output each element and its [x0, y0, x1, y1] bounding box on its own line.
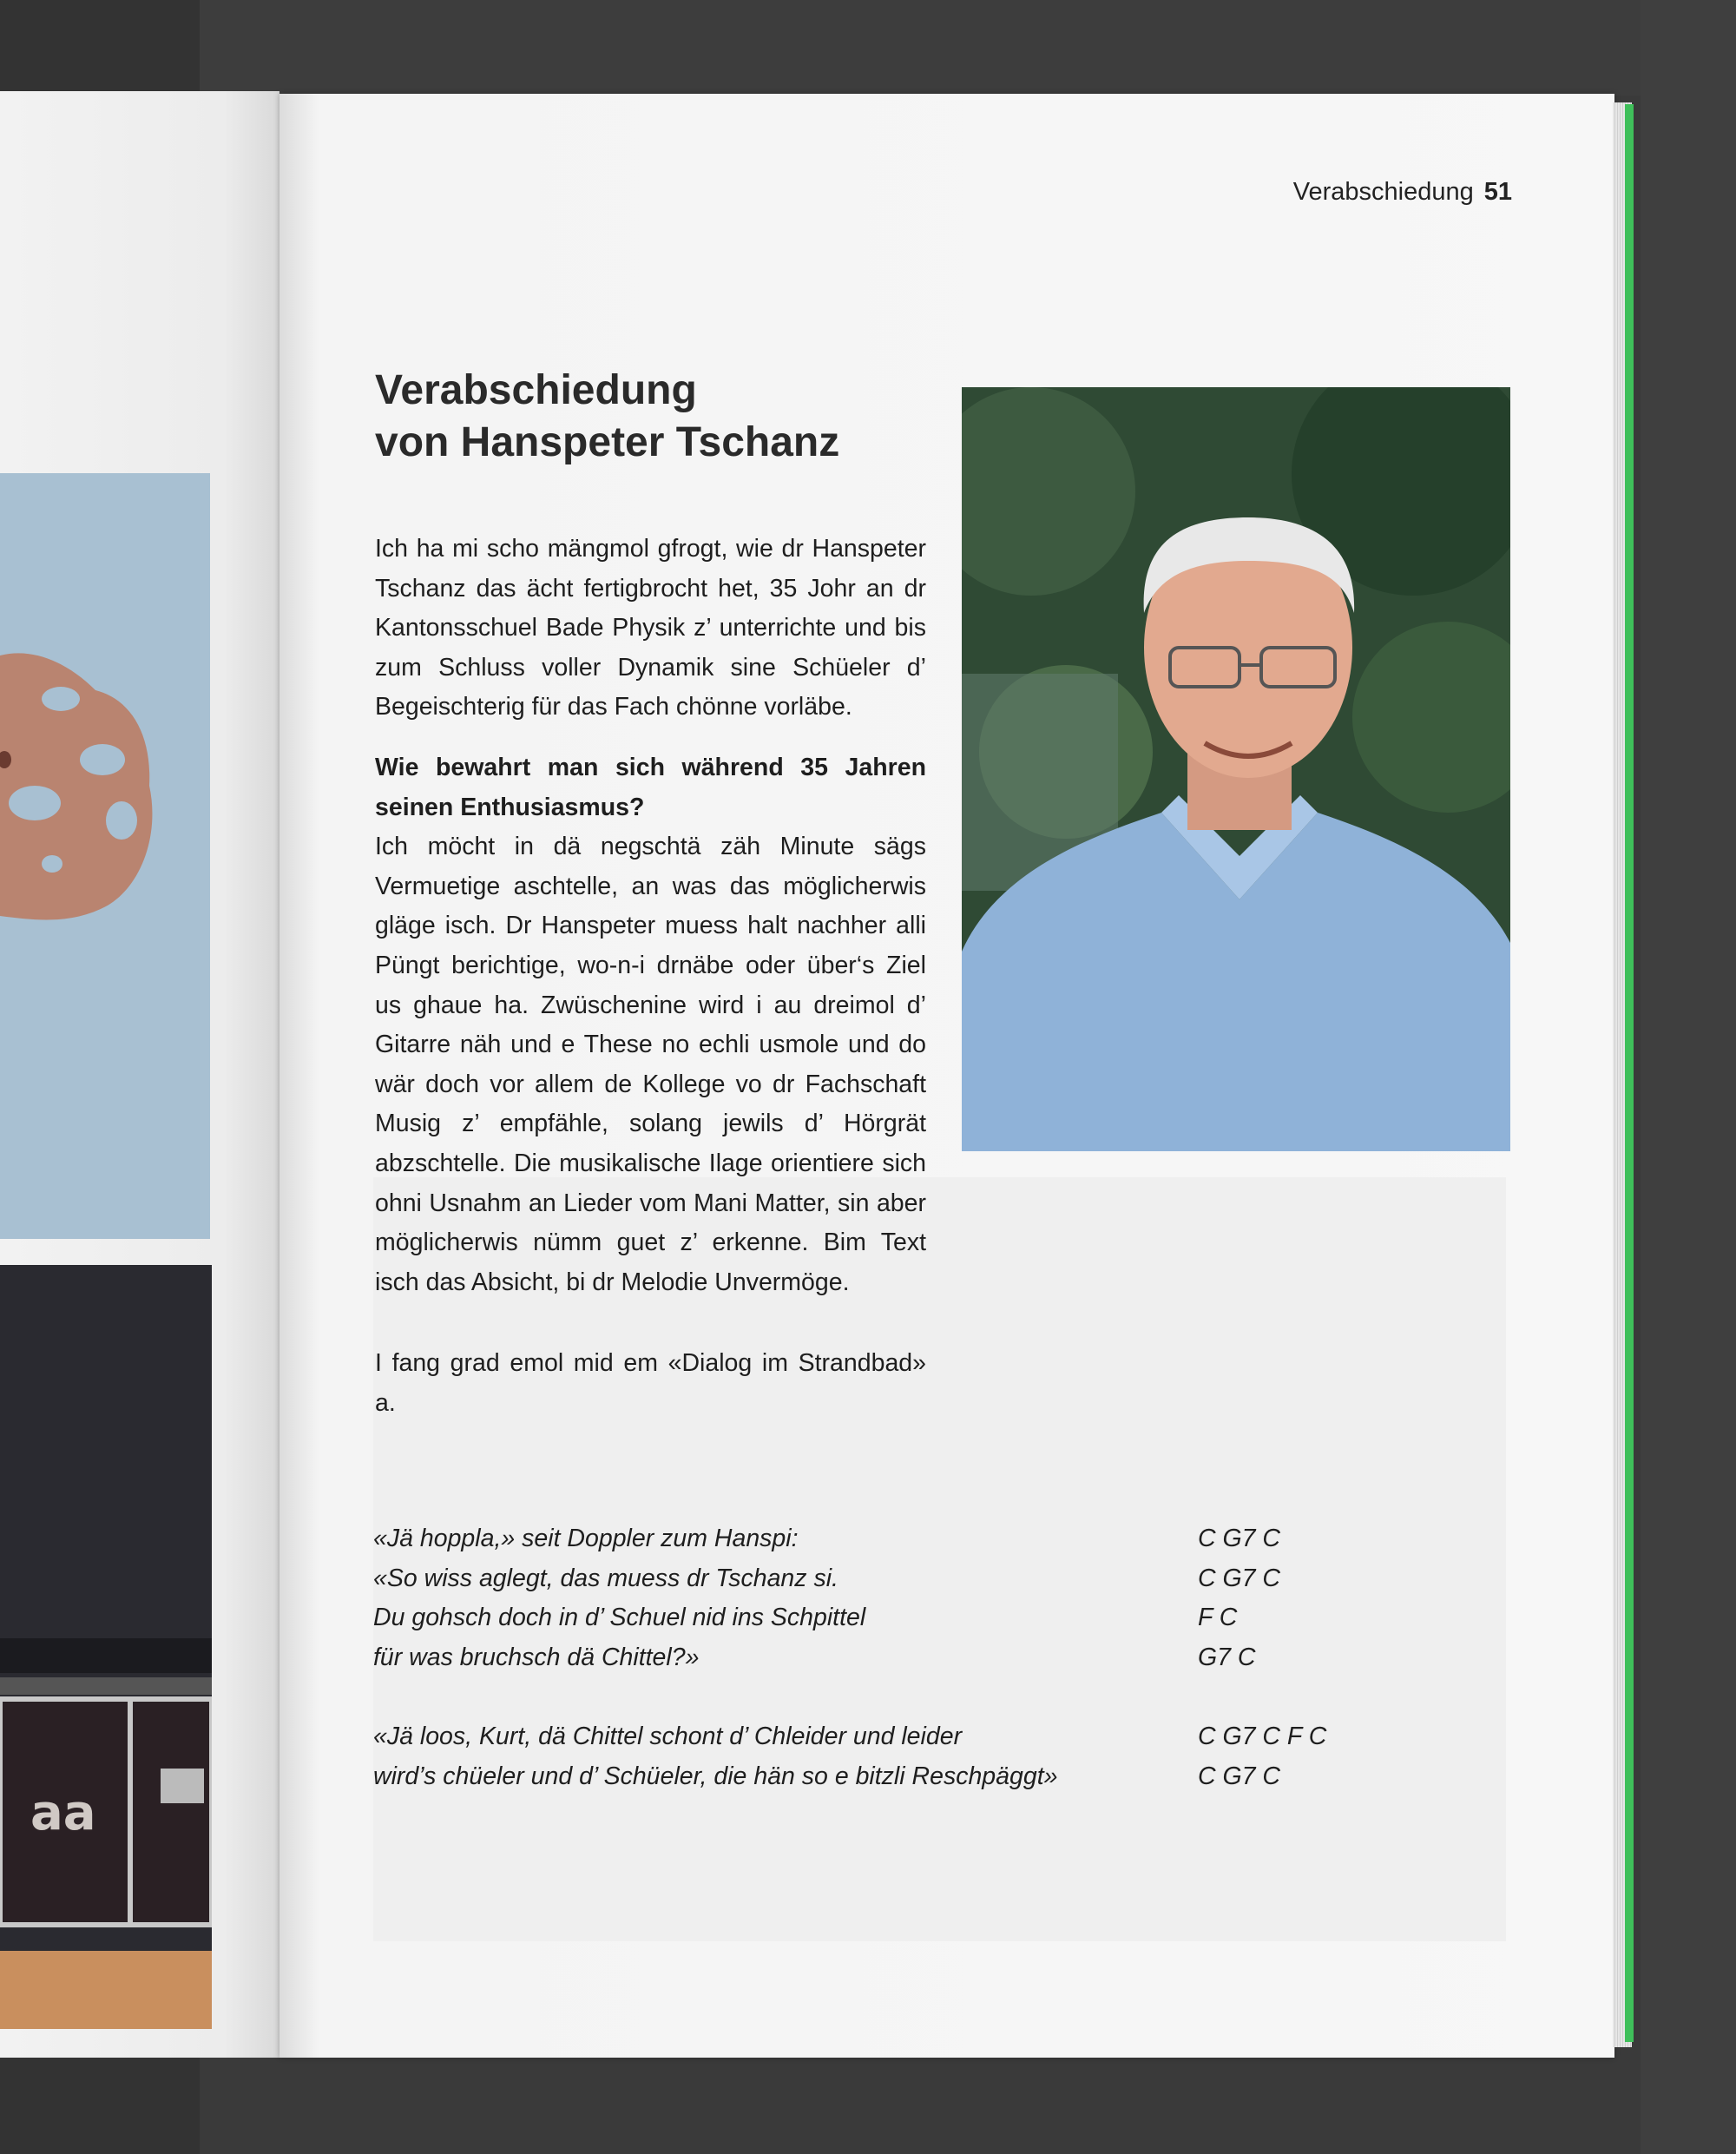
lyric-line: [373, 1717, 1467, 1757]
lyric-text: «So wiss aglegt, das muess dr Tschanz si.: [373, 1564, 838, 1592]
body-paragraph: Ich möcht in dä negschtä zäh Minute sägs Vermuetige aschtelle, an was das möglicherwis gläge isch. Dr Hanspeter muess halt nachher alli Püngt berichtige, wo-n-i drnäbe oder über‘s Ziel us ghaue ha. Zwüschenine wird i au dreimol d’ Gitarre näh und e These no echli usmole und do wär doch vor allem de Kollege vo dr Fachschaft Musig z’ empfähle, solang jewils d’ Hörgrät abzschtelle. Die musikalische Ilage orientiere sich ohni Usnahm an Lieder vom Mani Matter, sin aber möglicherwis nümm guet z’ erkenne. Bim Text isch das Absicht, bi dr Melodie Unvermöge.: [375, 833, 926, 1296]
page-number: 51: [1483, 178, 1512, 206]
transition-paragraph: I fang grad emol mid em «Dialog im Strandbad» a.: [375, 1349, 926, 1417]
lyric-line: [373, 1559, 1467, 1599]
section-label: Verabschiedung: [1292, 178, 1474, 206]
svg-text:aa: aa: [30, 1785, 96, 1841]
title-line-2: von Hanspeter Tschanz: [375, 419, 840, 465]
portrait-photo: [962, 387, 1510, 1151]
chord-text: C G7 C: [1198, 1564, 1281, 1592]
scan-background: [0, 0, 1736, 96]
verse-gap: [373, 1677, 1467, 1717]
intro-paragraph: Ich ha mi scho mängmol gfrogt, wie dr Hanspeter Tschanz das ächt fertigbrocht het, 35 Johr an dr Kantonsschuel Bade Physik z’ unterrichte und bis zum Schluss voller Dynamik sine Schüeler d’ Begeischterig für das Fach chönne vorläbe.: [375, 535, 926, 721]
lyric-text: «Jä hoppla,» seit Doppler zum Hanspi:: [373, 1525, 799, 1552]
scan-background-right: [1641, 0, 1736, 2154]
lyric-text: wird’s chüeler und d’ Schüeler, die hän so e bitzli Reschpäggt»: [373, 1762, 1058, 1790]
subheading: Wie bewahrt man sich während 35 Jahren seinen Enthusiasmus?: [375, 753, 926, 821]
lyric-line: [373, 1638, 1467, 1678]
left-photo-balloon: [0, 473, 210, 1239]
chord-text: C G7 C: [1198, 1762, 1281, 1790]
left-photo-stage: [0, 1265, 212, 2029]
title-line-1: Verabschiedung: [375, 367, 697, 413]
lyric-line: [373, 1598, 1467, 1638]
article-title: [375, 365, 965, 469]
chord-text: C G7 C: [1198, 1525, 1281, 1552]
lyric-text: Du gohsch doch in d’ Schuel nid ins Schpittel: [373, 1604, 866, 1632]
green-edge-accent: [1625, 104, 1634, 2042]
chord-text: C G7 C F C: [1198, 1722, 1327, 1750]
lyric-line: [373, 1757, 1467, 1797]
lyric-text: «Jä loos, Kurt, dä Chittel schont d’ Chleider und leider: [373, 1722, 963, 1750]
lyric-text: für was bruchsch dä Chittel?»: [373, 1643, 700, 1671]
song-lyrics: [373, 1519, 1467, 1796]
lyric-line: [373, 1519, 1467, 1559]
left-page: [0, 91, 279, 2058]
running-head: [1198, 178, 1512, 207]
chord-text: F C: [1198, 1604, 1238, 1632]
chord-text: G7 C: [1198, 1643, 1256, 1671]
article-body: [375, 530, 926, 1423]
